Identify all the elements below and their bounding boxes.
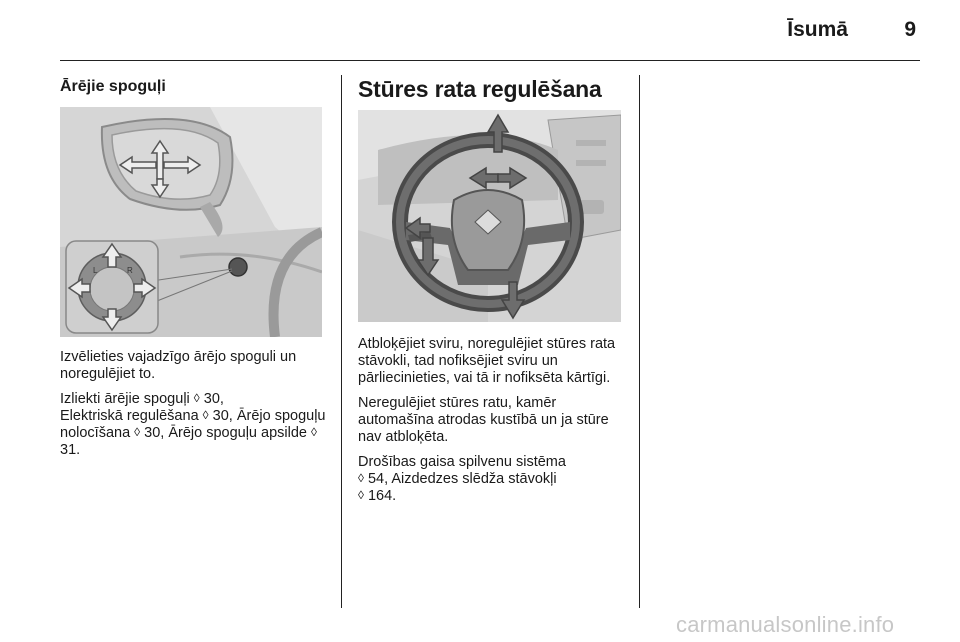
page-reference-icon: ◊ [358,488,364,502]
svg-text:L: L [93,266,98,275]
page-reference-icon: ◊ [202,408,209,422]
header-title: Īsumā [787,18,848,41]
ref-text: Izliekti ārējie spoguļi [60,391,194,407]
header-rule [60,60,920,61]
steering-paragraph-2: Neregulējiet stūres ratu, kamēr automašīna atrodas kustībā un ja stūre nav atbloķēta. [358,395,609,445]
ref-number: 30, [199,391,224,407]
page-reference-icon: ◊ [311,425,317,439]
steering-references [358,454,628,505]
column-divider-right [639,75,640,608]
ref-number: 30, Ārējo spoguļu apsilde [140,425,312,441]
page-reference-icon: ◊ [193,391,200,405]
ref-number: 31. [60,442,81,458]
ref-number: 164. [363,488,397,504]
page-reference-icon: ◊ [134,425,141,439]
mirror-references [60,391,330,459]
mirror-text [60,349,330,467]
steering-wheel-illustration [358,110,621,322]
svg-text:R: R [127,266,133,275]
ref-text: Elektriskā regulēšana [60,408,203,424]
mirror-illustration [60,107,322,337]
steering-text [358,336,628,513]
ref-number: 30, Ārējo spoguļu nolocīšana [60,408,326,441]
section-heading-steering: Stūres rata regulēšana [358,76,602,102]
page-reference-icon: ◊ [358,471,364,485]
ref-number: 54, Aizdedzes slēdža stāvokļi [363,471,557,487]
mirror-paragraph-1: Izvēlieties vajadzīgo ārējo spoguli un noregulējiet to. [60,349,297,382]
watermark: carmanualsonline.info [676,612,895,637]
ref-text: Drošības gaisa spilvenu sistēma [358,454,566,470]
section-heading-mirrors: Ārējie spoguļi [60,78,166,95]
column-divider-left [341,75,342,608]
steering-paragraph-1: Atbloķējiet sviru, noregulējiet stūres rata stāvokli, tad nofiksējiet sviru un pārliecinieties, vai tā ir nofiksēta kārtīgi. [358,336,616,386]
page-number: 9 [904,18,916,41]
